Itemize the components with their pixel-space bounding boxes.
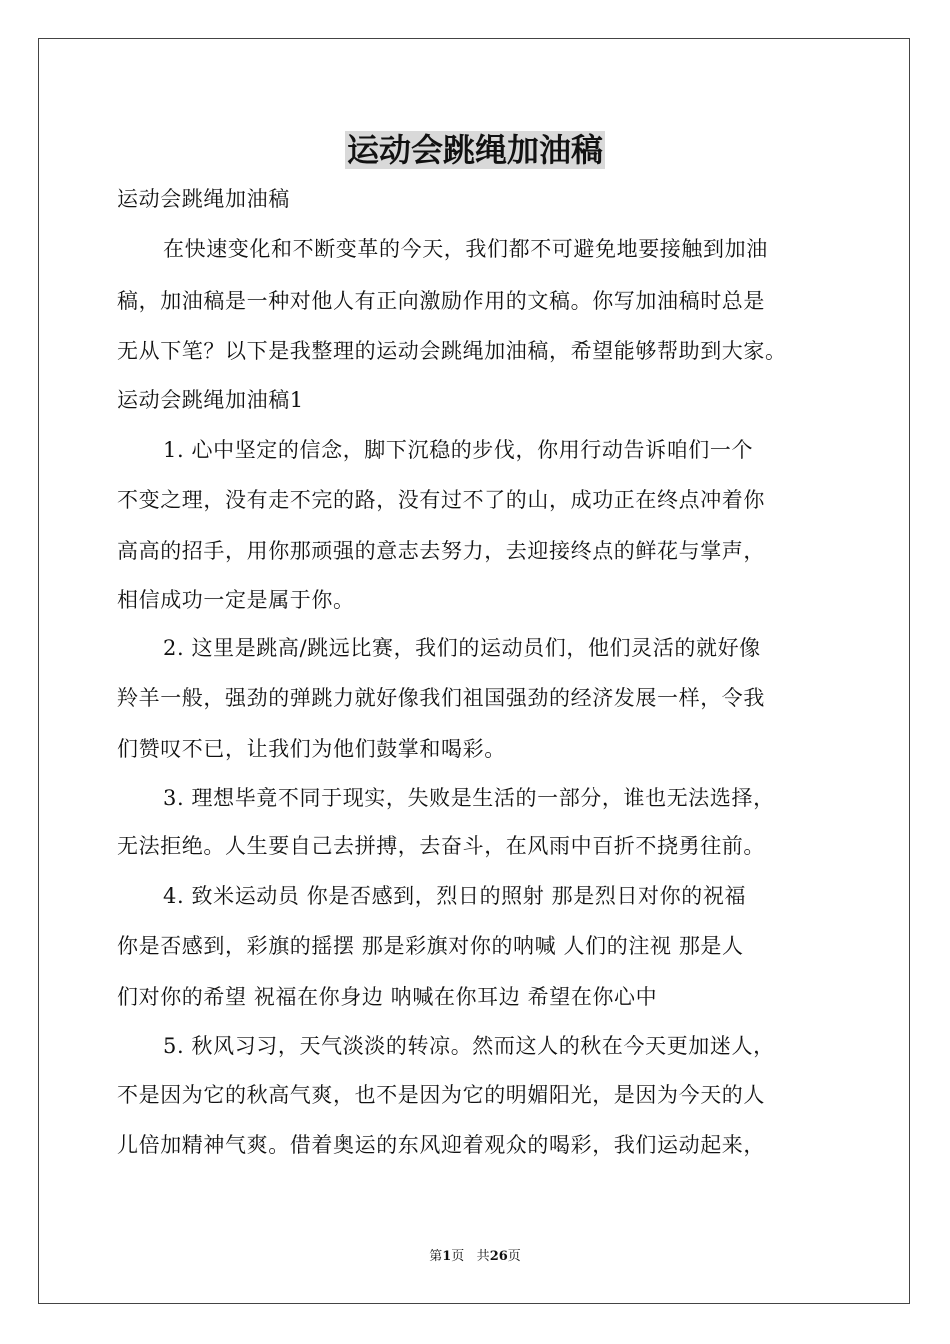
item-4-line-3: 们对你的希望 祝福在你身边 呐喊在你耳边 希望在你心中	[117, 985, 658, 1009]
item-1-line-3: 高高的招手，用你那顽强的意志去努力，去迎接终点的鲜花与掌声，	[117, 539, 765, 563]
footer-total-prefix: 共	[476, 1249, 490, 1264]
intro-line-1: 在快速变化和不断变革的今天，我们都不可避免地要接触到加油	[163, 237, 768, 261]
item-1-line-4: 相信成功一定是属于你。	[117, 588, 355, 612]
item-5-line-2: 不是因为它的秋高气爽，也不是因为它的明媚阳光，是因为今天的人	[117, 1083, 765, 1107]
item-2-line-1: 2. 这里是跳高/跳远比赛，我们的运动员们，他们灵活的就好像	[163, 636, 761, 660]
item-5-line-3: 儿倍加精神气爽。借着奥运的东风迎着观众的喝彩，我们运动起来，	[117, 1133, 765, 1157]
document-title-text: 运动会跳绳加油稿	[346, 131, 603, 169]
footer-page-current: 1	[442, 1249, 452, 1264]
intro-line-3: 无从下笔？以下是我整理的运动会跳绳加油稿，希望能够帮助到大家。	[117, 339, 787, 363]
footer-total-unit: 页	[507, 1249, 521, 1264]
footer-page-total: 26	[489, 1249, 508, 1264]
page-footer	[0, 1248, 950, 1266]
item-1-line-2: 不变之理，没有走不完的路，没有过不了的山，成功正在终点冲着你	[117, 488, 765, 512]
item-2-line-2: 羚羊一般，强劲的弹跳力就好像我们祖国强劲的经济发展一样，令我	[117, 686, 765, 710]
page-frame	[38, 38, 910, 1304]
item-4-line-1: 4. 致米运动员 你是否感到，烈日的照射 那是烈日对你的祝福	[163, 884, 747, 908]
item-3-line-1: 3. 理想毕竟不同于现实，失败是生活的一部分，谁也无法选择，	[163, 786, 775, 810]
subtitle-line: 运动会跳绳加油稿	[117, 187, 290, 211]
section-heading: 运动会跳绳加油稿1	[117, 388, 304, 412]
intro-line-2: 稿，加油稿是一种对他人有正向激励作用的文稿。你写加油稿时总是	[117, 289, 765, 313]
item-4-line-2: 你是否感到，彩旗的摇摆 那是彩旗对你的呐喊 人们的注视 那是人	[117, 934, 744, 958]
document-title	[0, 128, 950, 172]
item-1-line-1: 1. 心中坚定的信念，脚下沉稳的步伐，你用行动告诉咱们一个	[163, 438, 754, 462]
item-2-line-3: 们赞叹不已，让我们为他们鼓掌和喝彩。	[117, 737, 506, 761]
footer-page-unit: 页	[451, 1249, 465, 1264]
item-3-line-2: 无法拒绝。人生要自己去拼搏，去奋斗，在风雨中百折不挠勇往前。	[117, 834, 765, 858]
footer-page-prefix: 第	[429, 1249, 443, 1264]
item-5-line-1: 5. 秋风习习，天气淡淡的转凉。然而这人的秋在今天更加迷人，	[163, 1034, 775, 1058]
